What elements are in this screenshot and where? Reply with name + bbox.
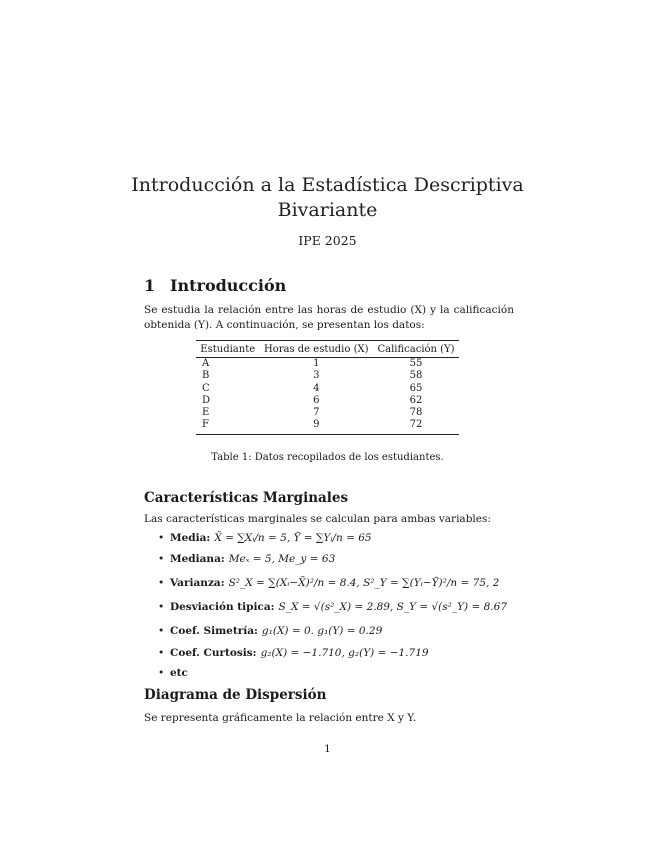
- table-cell: B: [202, 370, 210, 382]
- table-cell: 3: [313, 370, 320, 382]
- table-cell: 78: [409, 407, 423, 419]
- title-line-1: Introducción a la Estadística Descriptiva: [131, 174, 524, 196]
- section-title: Introducción: [170, 276, 287, 295]
- marginales-intro: Las características marginales se calculan para ambas variables:: [144, 513, 491, 525]
- item-formula: S²_X = ∑(Xᵢ−X̄)²/n = 8.4, S²_Y = ∑(Yᵢ−Ȳ)²/n = 75, 2: [228, 577, 500, 589]
- bullet-icon: •: [158, 667, 165, 679]
- item-label: etc: [170, 667, 188, 679]
- marginales-list: [158, 532, 518, 682]
- title-line-2: Bivariante: [277, 199, 378, 221]
- data-table: [196, 340, 459, 435]
- table-cell: 7: [313, 407, 320, 419]
- table-cell: 1: [313, 358, 320, 369]
- table-cell: 62: [409, 394, 423, 406]
- table-row: [196, 419, 459, 434]
- table-cell: D: [202, 394, 211, 406]
- page-number: 1: [324, 743, 331, 755]
- bullet-icon: •: [158, 577, 165, 589]
- table-row: [196, 358, 459, 371]
- table-row: [196, 370, 459, 382]
- table-caption: Table 1: Datos recopilados de los estudiantes.: [211, 452, 444, 463]
- table-header: Calificación (Y): [377, 344, 455, 355]
- item-formula: g₁(X) = 0. g₁(Y) = 0.29: [261, 625, 383, 637]
- dispersion-heading: Diagrama de Dispersión: [144, 687, 327, 703]
- marginales-heading: Características Marginales: [144, 490, 349, 506]
- table-cell: 65: [409, 382, 423, 394]
- bullet-icon: •: [158, 553, 165, 565]
- item-label: Mediana:: [170, 553, 225, 565]
- table-row: [196, 383, 459, 395]
- table-header-row: [196, 341, 459, 358]
- table-cell: 9: [313, 419, 320, 431]
- table-cell: 72: [409, 419, 423, 431]
- dispersion-text: Se representa gráficamente la relación entre X y Y.: [144, 712, 417, 724]
- item-label: Desviación tipica:: [170, 601, 275, 613]
- table-cell: 6: [313, 394, 320, 406]
- bullet-icon: •: [158, 532, 165, 544]
- section-heading: [144, 276, 286, 295]
- item-formula: Meₓ = 5, Me_y = 63: [228, 553, 336, 565]
- table-cell: E: [202, 407, 210, 419]
- table-row: [196, 395, 459, 407]
- bullet-icon: •: [158, 601, 165, 613]
- table-header: Estudiante: [200, 344, 256, 355]
- table-cell: F: [202, 419, 209, 431]
- table-row: [196, 407, 459, 419]
- item-label: Coef. Simetría:: [170, 625, 258, 637]
- section-number: 1: [144, 276, 156, 295]
- item-label: Media:: [170, 532, 211, 544]
- item-label: Coef. Curtosis:: [170, 647, 257, 659]
- table-header: Horas de estudio (X): [263, 344, 369, 355]
- intro-paragraph: Se estudia la relación entre las horas de estudio (X) y la calificación obtenida (Y). A continuación, se presentan los datos:: [144, 304, 514, 331]
- table-cell: A: [202, 358, 210, 369]
- bullet-icon: •: [158, 625, 165, 637]
- item-label: Varianza:: [170, 577, 225, 589]
- item-formula: S_X = √(s²_X) = 2.89, S_Y = √(s²_Y) = 8.67: [278, 601, 508, 613]
- table-cell: C: [202, 382, 210, 394]
- table-cell: 55: [409, 358, 423, 369]
- author: IPE 2025: [298, 233, 357, 248]
- item-formula: g₂(X) = −1.710, g₂(Y) = −1.719: [260, 647, 429, 659]
- item-formula: X̄ = ∑Xᵢ/n = 5, Ȳ = ∑Yᵢ/n = 65: [214, 532, 372, 544]
- table-cell: 58: [409, 370, 423, 382]
- bullet-icon: •: [158, 647, 165, 659]
- table-cell: 4: [313, 382, 320, 394]
